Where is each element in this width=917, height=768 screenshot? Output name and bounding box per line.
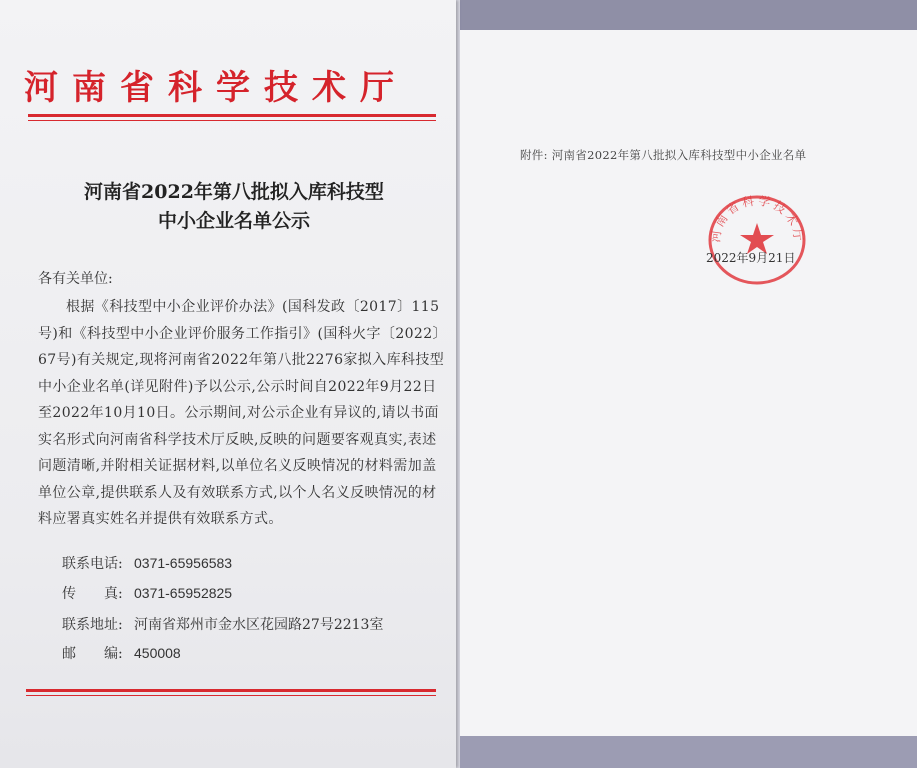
body-paragraph: 根据《科技型中小企业评价办法》(国科发政〔2017〕115号)和《科技型中小企业评价服务工作指引》(国科火字〔2022〕67号)有关规定,现将河南省2022年第八批2276家拟入库科技型中小企业名单(详见附件)予以公示,公示时间自2022年9月22日至2022年10月10日。公示期间,对公示企业有异议的,请以书面实名形式向河南省科学技术厅反映,反映的问题要客观真实,表述问题清晰,并附相关证据材料,以单位名义反映情况的材料需加盖单位公章,提供联系人及有效联系方式,以个人名义反映情况的材料应署真实姓名并提供有效联系方式。 (38, 299, 445, 527)
title-line-1: 河南省2022年第八批拟入库科技型 (84, 181, 384, 203)
contact-address (62, 614, 383, 634)
letterhead: 河南省科学技术厅 (24, 68, 408, 108)
title-line-2: 中小企业名单公示 (157, 210, 310, 232)
footer-red-rule (26, 689, 436, 692)
document-page-right (460, 30, 917, 736)
contact-zip (62, 643, 181, 663)
issue-date: 2022年9月21日 (706, 251, 796, 265)
salutation: 各有关单位: (38, 271, 113, 287)
fax-value: 0371-65952825 (134, 585, 233, 601)
contact-phone (62, 553, 232, 573)
zip-label: 邮 编: (62, 646, 123, 662)
bottom-background (460, 736, 917, 768)
letterhead-red-rule (28, 114, 436, 117)
zip-value: 450008 (134, 645, 181, 661)
svg-text:河南省科学技术厅: 河南省科学技术厅 (708, 193, 806, 245)
fax-label: 传 真: (62, 586, 123, 602)
contact-fax (62, 583, 232, 603)
footer-red-rule-thin (26, 695, 436, 696)
document-page-left (0, 0, 456, 768)
attachment-note: 附件: 河南省2022年第八批拟入库科技型中小企业名单 (520, 148, 807, 162)
address-label: 联系地址: (62, 617, 123, 633)
address-value: 河南省郑州市金水区花园路27号2213室 (134, 617, 384, 633)
phone-value: 0371-65956583 (134, 555, 233, 571)
letterhead-red-rule-thin (28, 120, 436, 121)
document-title (40, 178, 428, 236)
phone-label: 联系电话: (62, 556, 123, 572)
official-seal-stamp (705, 192, 809, 288)
